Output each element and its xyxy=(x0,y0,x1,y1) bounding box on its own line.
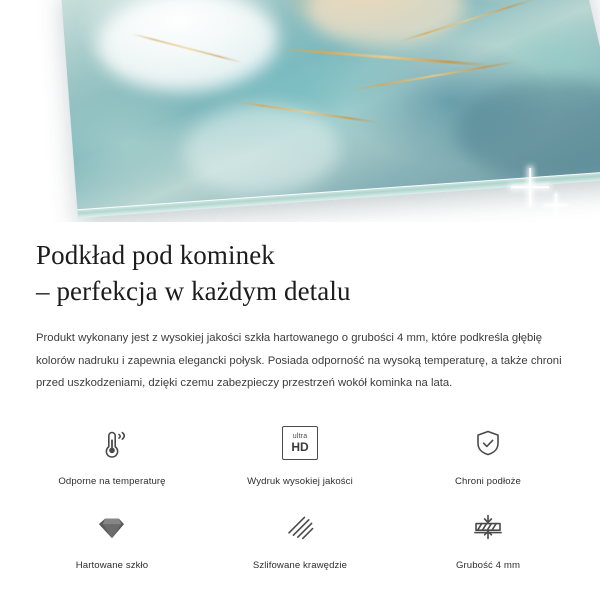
hero-product-image xyxy=(0,0,600,222)
page-title xyxy=(36,238,564,310)
headline-line-2: – perfekcja w każdym detalu xyxy=(36,275,351,306)
feature-thickness xyxy=(394,501,582,571)
text-content xyxy=(0,238,600,395)
ultra-hd-icon xyxy=(282,417,318,469)
feature-temperature-resistant xyxy=(18,417,206,487)
thickness-arrows-icon xyxy=(466,501,510,553)
headline-line-1: Podkład pod kominek xyxy=(36,240,275,270)
feature-label: Wydruk wysokiej jakości xyxy=(247,476,353,488)
glass-panel-render xyxy=(61,0,600,218)
artwork-gold-vein xyxy=(281,47,492,66)
shield-check-icon xyxy=(468,417,508,469)
diamond-icon xyxy=(92,501,132,553)
feature-polished-edges xyxy=(206,501,394,571)
ultra-hd-badge-bottom: HD xyxy=(291,440,309,455)
description-paragraph: Produkt wykonany jest z wysokiej jakości szkła hartowanego o grubości 4 mm, które podkreśla głębię kolorów nadruku i zapewnia elegancki połysk. Posiada odporność na wysoką temperaturę, a także chroni przed uszkodzeniami, dzięki czemu zabezpieczy przestrzeń wokół kominka na lata. xyxy=(36,331,562,390)
thermometer-icon xyxy=(92,417,132,469)
feature-label: Szlifowane krawędzie xyxy=(252,560,348,572)
feature-surface-protection xyxy=(394,417,582,487)
feature-label: Grubość 4 mm xyxy=(455,560,521,572)
feature-label: Hartowane szkło xyxy=(75,560,149,572)
feature-tempered-glass xyxy=(18,501,206,571)
sparkle-icon xyxy=(545,194,568,217)
polished-edge-icon xyxy=(280,501,320,553)
feature-grid xyxy=(0,417,600,571)
ultra-hd-badge-top: ultra xyxy=(292,433,308,441)
feature-print-quality xyxy=(206,417,394,487)
feature-label: Chroni podłoże xyxy=(455,476,521,488)
artwork-gold-vein xyxy=(350,61,518,91)
feature-label: Odporne na temperaturę xyxy=(58,476,166,488)
artwork-smoke-blob xyxy=(447,72,600,187)
